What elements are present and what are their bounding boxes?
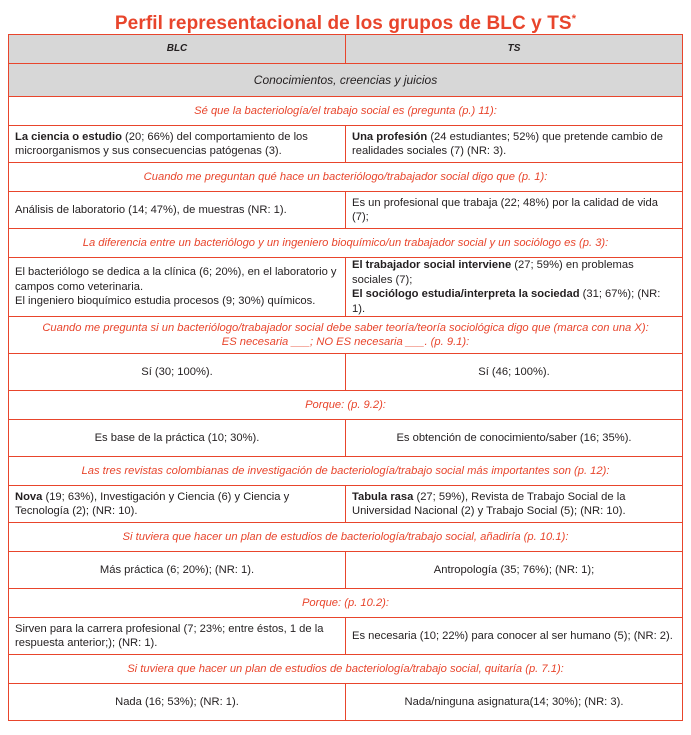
answer-rest: (20; 66%) del comportamiento de los microorganismos y sus consecuencias patógenas (3). — [15, 130, 308, 157]
answer-rest: (24 estudiantes; 52%) que pretende cambio de realidades sociales (7) (NR: 3). — [352, 130, 663, 157]
answer-blc: Sirven para la carrera profesional (7; 23%; entre éstos, 1 de la respuesta anterior;); (NR: 1). — [9, 618, 346, 655]
answer-line: El bacteriólogo se dedica a la clínica (6; 20%), en el laboratorio y campos como veterinaria. — [15, 266, 337, 293]
answer-rest: (27; 59%), Revista de Trabajo Social de la Universidad Nacional (2) y Trabajo Social (5); (NR: 10). — [352, 490, 626, 517]
answer-ts — [346, 258, 683, 317]
section-title: Conocimientos, creencias y juicios — [9, 64, 683, 97]
profile-table — [8, 34, 683, 721]
question-row — [9, 655, 683, 684]
answer-blc: Sí (30; 100%). — [9, 354, 346, 391]
answer-row — [9, 618, 683, 655]
answer-row — [9, 486, 683, 523]
column-header-row — [9, 35, 683, 64]
question-row — [9, 391, 683, 420]
question-line: ES necesaria ___; NO ES necesaria ___. (p. 9.1): — [221, 336, 470, 348]
answer-line — [352, 287, 676, 316]
question-text: Las tres revistas colombianas de investigación de bacteriología/trabajo social más importantes son (p. 12): — [9, 457, 683, 486]
answer-ts — [346, 126, 683, 163]
question-row — [9, 97, 683, 126]
answer-lead: El sociólogo estudia/interpreta la sociedad — [352, 288, 580, 300]
question-row — [9, 163, 683, 192]
answer-ts — [346, 486, 683, 523]
answer-blc — [9, 486, 346, 523]
answer-row — [9, 192, 683, 229]
answer-blc — [9, 126, 346, 163]
question-text: Cuando me preguntan qué hace un bacteriólogo/trabajador social digo que (p. 1): — [9, 163, 683, 192]
answer-lead: Una profesión — [352, 130, 428, 143]
answer-blc: Es base de la práctica (10; 30%). — [9, 420, 346, 457]
title-footnote-mark: * — [571, 13, 577, 25]
question-text: La diferencia entre un bacteriólogo y un ingeniero bioquímico/un trabajador social y un sociólogo es (p. 3): — [9, 229, 683, 258]
title-text: Perfil representacional de los grupos de BLC y TS — [114, 13, 572, 34]
answer-row — [9, 552, 683, 589]
answer-blc — [9, 258, 346, 317]
answer-lead: Nova — [15, 490, 43, 503]
answer-rest: (27; 59%) en problemas sociales (7); — [352, 259, 634, 286]
answer-ts: Sí (46; 100%). — [346, 354, 683, 391]
answer-row — [9, 258, 683, 317]
answer-row — [9, 420, 683, 457]
answer-lead: El trabajador social interviene — [352, 259, 512, 271]
question-row — [9, 457, 683, 486]
column-header-ts: TS — [346, 35, 683, 64]
question-text: Sé que la bacteriología/el trabajo social es (pregunta (p.) 11): — [9, 97, 683, 126]
answer-ts: Es obtención de conocimiento/saber (16; 35%). — [346, 420, 683, 457]
answer-rest: (31; 67%); (NR: 1). — [352, 288, 661, 315]
question-row — [9, 229, 683, 258]
answer-lead: Tabula rasa — [352, 490, 414, 503]
question-row — [9, 523, 683, 552]
answer-ts: Antropología (35; 76%); (NR: 1); — [346, 552, 683, 589]
answer-ts: Nada/ninguna asignatura(14; 30%); (NR: 3). — [346, 684, 683, 721]
answer-line — [352, 258, 676, 287]
answer-blc: Más práctica (6; 20%); (NR: 1). — [9, 552, 346, 589]
question-text — [9, 317, 683, 354]
answer-blc: Nada (16; 53%); (NR: 1). — [9, 684, 346, 721]
answer-row — [9, 684, 683, 721]
answer-lead: La ciencia o estudio — [15, 130, 122, 143]
question-line: Cuando me pregunta si un bacteriólogo/trabajador social debe saber teoría/teoría sociológica digo que (marca con una X): — [42, 321, 649, 334]
question-text: Porque: (p. 9.2): — [9, 391, 683, 420]
page-title — [0, 0, 691, 34]
answer-blc: Análisis de laboratorio (14; 47%), de muestras (NR: 1). — [9, 192, 346, 229]
answer-row — [9, 354, 683, 391]
section-row — [9, 64, 683, 97]
question-row — [9, 317, 683, 354]
answer-rest: (19; 63%), Investigación y Ciencia (6) y Ciencia y Tecnología (2); (NR: 10). — [15, 490, 290, 517]
answer-ts: Es un profesional que trabaja (22; 48%) por la calidad de vida (7); — [346, 192, 683, 229]
answer-line: El ingeniero bioquímico estudia procesos (9; 30%) químicos. — [15, 295, 316, 308]
question-row — [9, 589, 683, 618]
question-text: Porque: (p. 10.2): — [9, 589, 683, 618]
column-header-blc: BLC — [9, 35, 346, 64]
question-text: Si tuviera que hacer un plan de estudios de bacteriología/trabajo social, añadiría (p. 10.1): — [9, 523, 683, 552]
answer-ts: Es necesaria (10; 22%) para conocer al ser humano (5); (NR: 2). — [346, 618, 683, 655]
answer-row — [9, 126, 683, 163]
question-text: Si tuviera que hacer un plan de estudios de bacteriología/trabajo social, quitaría (p. 7.1): — [9, 655, 683, 684]
